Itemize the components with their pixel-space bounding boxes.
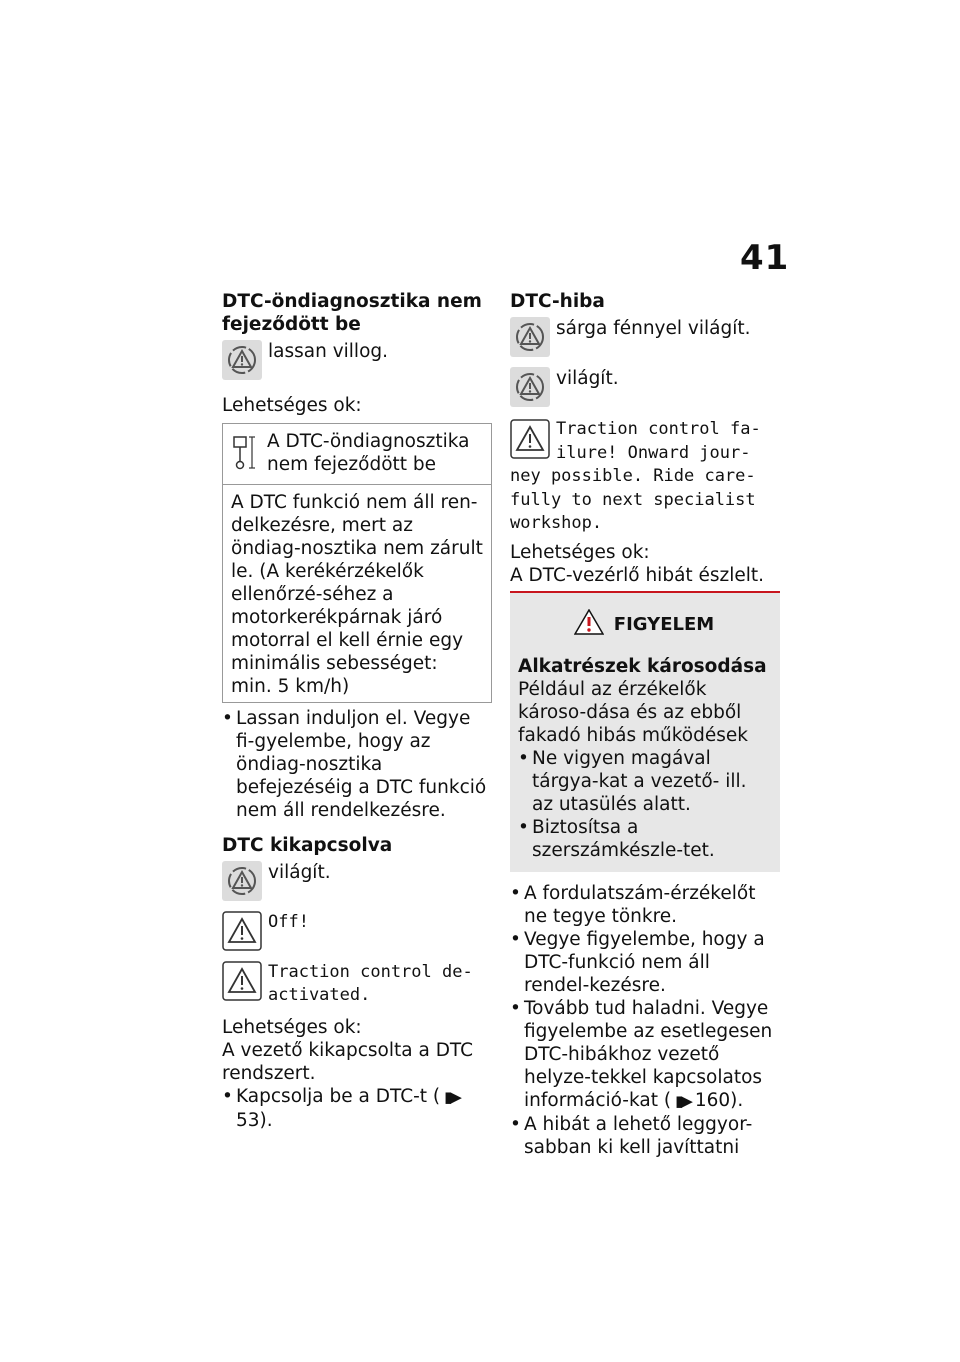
heading-dtc-error: DTC-hiba (510, 291, 605, 312)
dtc-ring-warning-icon (510, 367, 550, 407)
warning-list (518, 747, 770, 862)
possible-cause-label: Lehetséges ok: (222, 395, 362, 416)
bullet-text: Tovább tud haladni. Vegye figyelembe az esetlegesen DTC-hibákhoz vezető helyze-tekkel kapcsolatos információ-kat ( (524, 997, 773, 1111)
failure-message-block (510, 417, 780, 535)
bullet-text-end: ). (730, 1089, 744, 1111)
info-box-header (223, 424, 491, 485)
warning-triangle-icon (222, 961, 262, 1001)
icon-row-yellow (510, 317, 780, 357)
dtc-ring-warning-icon (222, 861, 262, 901)
display-message-off: Off! (268, 912, 309, 932)
icon-text-lit: világít. (556, 368, 619, 389)
icon-text-lit: világít. (268, 862, 331, 883)
bullet-text: Kapcsolja be a DTC-t ( (236, 1086, 441, 1107)
possible-cause-label: Lehetséges ok: (510, 541, 650, 563)
dtc-ring-warning-icon (222, 340, 262, 380)
bullet-list-1 (222, 707, 492, 822)
heading-dtc-off: DTC kikapcsolva (222, 835, 393, 856)
info-box (222, 423, 492, 703)
icon-row-deactivated (222, 961, 492, 1006)
arrow-reference-icon: ▮▶ (675, 1091, 691, 1110)
bullet-text-end: ). (259, 1110, 273, 1131)
warning-triangle-icon (222, 911, 262, 951)
cause-text: A vezető kikapcsolta a DTC rendszert. (222, 1040, 474, 1084)
info-box-body: A DTC funkció nem áll ren-delkezésre, mert az öndiag-nosztika nem zárult le. (A kerékérzékelők ellenőrzé-séhez a motorkerékpárnak járó motorral el kell érnie egy minimális sebességet: min. 5 km/h) (231, 492, 483, 697)
icon-row-flashing (222, 340, 492, 380)
dtc-ring-warning-icon (510, 317, 550, 357)
list-item: • Ne vigyen magával tárgya-kat a vezető- ill. az utasülés alatt. (518, 747, 770, 816)
possible-cause-label: Lehetséges ok: (222, 1017, 362, 1038)
list-item: • A hibát a lehető leggyor-sabban ki kell javíttatni (510, 1113, 780, 1159)
bullet-list-2 (222, 1085, 492, 1132)
warning-title: FIGYELEM (613, 614, 715, 635)
list-item (510, 997, 780, 1113)
icon-row-off (222, 911, 492, 951)
info-box-title: A DTC-öndiagnosztika nem fejeződött be (267, 431, 470, 475)
icon-row-lit (510, 367, 780, 407)
heading-selfdiag: DTC-öndiagnosztika nem fejeződött be (222, 291, 482, 335)
engine-piston-icon (231, 430, 259, 478)
warning-text: Például az érzékelők károso-dása és az ebből fakadó hibás működések (518, 678, 748, 746)
display-message-failure: Traction control fa-ilure! Onward jour-ney possible. Ride care-fully to next specialist workshop. (510, 419, 761, 533)
warning-triangle-icon (574, 609, 604, 641)
page-reference[interactable]: 53 (236, 1110, 260, 1131)
display-message-deactivated: Traction control de-activated. (268, 962, 473, 1005)
left-column (222, 290, 492, 1132)
list-item: • A fordulatszám-érzékelőt ne tegye tönkre. (510, 882, 780, 928)
page-number: 41 (740, 238, 790, 278)
page-reference[interactable]: 160 (694, 1089, 731, 1111)
list-item (222, 1085, 492, 1132)
list-item: • Lassan induljon el. Vegye fi-gyelembe, hogy az öndiag-nosztika befejezéséig a DTC funkció nem áll rendelkezésre. (222, 707, 492, 822)
arrow-reference-icon: ▮▶ (444, 1088, 460, 1106)
warning-box (510, 593, 780, 872)
warning-subtitle: Alkatrészek károsodása (518, 655, 767, 677)
bullet-list-right (510, 882, 780, 1159)
icon-text-flashing: lassan villog. (268, 341, 389, 362)
list-item: • Vegye figyelembe, hogy a DTC-funkció nem áll rendel-kezésre. (510, 928, 780, 997)
warning-header (518, 609, 770, 641)
icon-row-lit (222, 861, 492, 901)
icon-text-yellow: sárga fénnyel világít. (556, 318, 751, 339)
right-column (510, 290, 780, 1159)
list-item: • Biztosítsa a szerszámkészle-tet. (518, 816, 770, 862)
cause-text: A DTC-vezérlő hibát észlelt. (510, 564, 765, 586)
warning-triangle-icon (510, 419, 550, 459)
